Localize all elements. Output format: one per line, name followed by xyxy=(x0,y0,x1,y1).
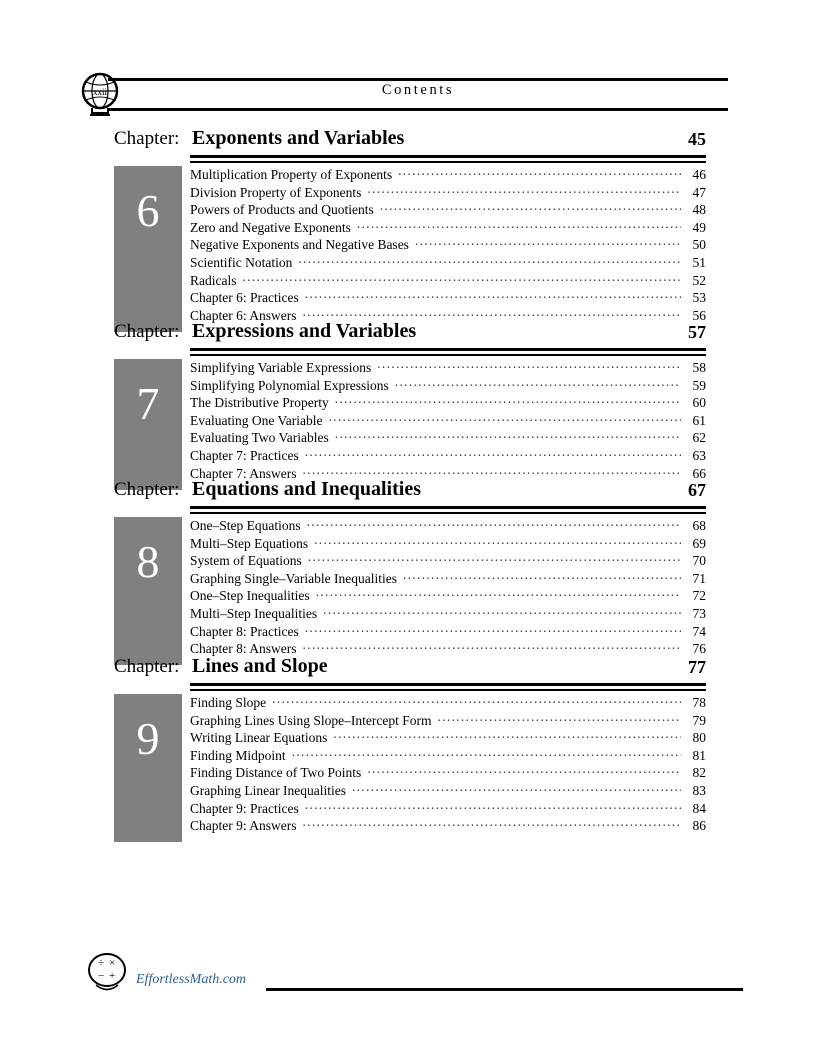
toc-entry-label: Multiplication Property of Exponents xyxy=(190,167,393,182)
toc-entry-page: 70 xyxy=(692,553,706,569)
chapter-number-badge xyxy=(114,359,182,490)
toc-entry-page: 63 xyxy=(692,447,706,463)
toc-entry[interactable] xyxy=(190,782,706,800)
chapter-start-page: 57 xyxy=(688,322,706,342)
toc-entry-label: Graphing Linear Inequalities xyxy=(190,782,346,798)
toc-entry-page: 66 xyxy=(692,465,706,481)
toc-leader-dots xyxy=(302,307,681,320)
toc-entry[interactable] xyxy=(190,800,706,818)
toc-entry-label: Chapter 9: Answers xyxy=(190,818,297,834)
toc-entry[interactable] xyxy=(190,729,706,747)
toc-leader-dots xyxy=(305,289,681,302)
chapter-heading xyxy=(114,479,706,509)
toc-entry-page: 83 xyxy=(692,782,706,798)
toc-entry-page: 59 xyxy=(692,377,706,393)
chapter-block-6 xyxy=(114,128,706,332)
toc-entry-label: Powers of Products and Quotients xyxy=(190,202,374,218)
toc-entry-page: 51 xyxy=(692,254,706,270)
toc-leader-dots xyxy=(367,764,681,777)
chapter-rule-thick xyxy=(190,155,706,158)
svg-text:×: × xyxy=(109,957,116,969)
toc-entry[interactable] xyxy=(190,429,706,447)
toc-leader-dots xyxy=(302,640,681,653)
toc-list xyxy=(190,359,706,482)
math-operations-logo-icon xyxy=(84,948,130,998)
toc-entry-label: Zero and Negative Exponents xyxy=(190,219,351,235)
chapter-start-page: 45 xyxy=(688,129,706,149)
chapter-heading xyxy=(114,656,706,686)
toc-leader-dots xyxy=(305,447,681,460)
toc-entry[interactable] xyxy=(190,817,706,835)
toc-entry-page: 81 xyxy=(692,747,706,763)
toc-entry-page: 73 xyxy=(692,605,706,621)
toc-leader-dots xyxy=(328,412,681,425)
chapter-heading xyxy=(114,128,706,158)
chapter-rule-thick xyxy=(190,348,706,351)
toc-entry-label: Chapter 8: Answers xyxy=(190,641,297,657)
toc-leader-dots xyxy=(305,800,681,813)
toc-entry-page: 61 xyxy=(692,412,706,428)
toc-entry-label: Evaluating Two Variables xyxy=(190,430,329,446)
toc-entry-page: 84 xyxy=(692,800,706,816)
toc-entry-page: 71 xyxy=(692,570,706,586)
toc-entry-label: Chapter 9: Practices xyxy=(190,800,299,816)
toc-entry-page: 78 xyxy=(692,695,706,710)
toc-entry-page: 72 xyxy=(692,588,706,604)
header-title: Contents xyxy=(381,82,455,98)
chapter-heading xyxy=(114,321,706,351)
toc-entry[interactable] xyxy=(190,394,706,412)
toc-entry[interactable] xyxy=(190,359,706,377)
toc-entry-page: 79 xyxy=(692,712,706,728)
svg-text:−: − xyxy=(98,970,105,982)
toc-entry-page: 46 xyxy=(692,167,706,182)
chapter-title[interactable]: Exponents and Variables xyxy=(192,127,405,149)
toc-list xyxy=(190,694,706,835)
toc-entry-label: Simplifying Variable Expressions xyxy=(190,360,372,375)
toc-leader-dots xyxy=(352,782,681,795)
toc-entry-page: 60 xyxy=(692,395,706,411)
chapter-block-7 xyxy=(114,321,706,490)
chapter-word: Chapter: xyxy=(114,479,180,500)
footer-rule xyxy=(266,988,743,991)
toc-entry[interactable] xyxy=(190,605,706,623)
toc-entry[interactable] xyxy=(190,623,706,641)
toc-entry-page: 68 xyxy=(692,518,706,533)
toc-entry-label: Graphing Single–Variable Inequalities xyxy=(190,570,397,586)
chapter-body xyxy=(114,517,706,665)
chapter-start-page: 77 xyxy=(688,657,706,677)
chapter-title[interactable]: Expressions and Variables xyxy=(192,320,417,342)
chapter-body xyxy=(114,359,706,490)
chapter-word: Chapter: xyxy=(114,656,180,677)
toc-entry-label: Chapter 7: Practices xyxy=(190,447,299,463)
toc-entry[interactable] xyxy=(190,377,706,395)
toc-entry-label: Graphing Lines Using Slope–Intercept Form xyxy=(190,712,432,728)
chapter-number-badge xyxy=(114,166,182,332)
toc-entry-page: 86 xyxy=(692,818,706,834)
toc-entry-label: Finding Midpoint xyxy=(190,747,286,763)
chapter-block-9 xyxy=(114,656,706,842)
toc-leader-dots xyxy=(243,272,682,285)
toc-entry-label: Simplifying Polynomial Expressions xyxy=(190,377,389,393)
toc-leader-dots xyxy=(395,377,681,390)
chapter-number: 7 xyxy=(136,378,160,429)
toc-entry-label: Chapter 6: Practices xyxy=(190,290,299,306)
svg-text:+: + xyxy=(109,970,116,982)
toc-entry-label: Writing Linear Equations xyxy=(190,730,328,746)
toc-list xyxy=(190,517,706,658)
toc-entry-label: Multi–Step Equations xyxy=(190,535,309,551)
toc-entry[interactable] xyxy=(190,535,706,553)
toc-entry-label: System of Equations xyxy=(190,553,302,569)
toc-entry[interactable] xyxy=(190,236,706,254)
page-number-marker: xxii xyxy=(92,87,108,97)
toc-entry[interactable] xyxy=(190,166,706,184)
toc-leader-dots xyxy=(302,465,681,478)
toc-entry[interactable] xyxy=(190,219,706,237)
toc-entry-label: Division Property of Exponents xyxy=(190,184,362,200)
toc-entry[interactable] xyxy=(190,587,706,605)
toc-entry[interactable] xyxy=(190,254,706,272)
page-footer xyxy=(78,948,743,1004)
toc-entry-label: Multi–Step Inequalities xyxy=(190,605,318,621)
toc-leader-dots xyxy=(307,517,681,530)
toc-leader-dots xyxy=(437,712,681,725)
chapter-word: Chapter: xyxy=(114,128,180,149)
toc-entry-page: 62 xyxy=(692,430,706,446)
toc-leader-dots xyxy=(272,694,681,707)
toc-entry[interactable] xyxy=(190,570,706,588)
chapter-title[interactable]: Equations and Inequalities xyxy=(192,478,421,500)
toc-entry-label: Chapter 7: Answers xyxy=(190,465,297,481)
chapter-rule-thick xyxy=(190,506,706,509)
chapter-body xyxy=(114,694,706,842)
chapter-block-8 xyxy=(114,479,706,665)
toc-leader-dots xyxy=(308,552,681,565)
toc-entry-label: One–Step Equations xyxy=(190,518,301,533)
chapter-number: 8 xyxy=(136,536,160,587)
toc-entry-label: The Distributive Property xyxy=(190,395,329,411)
toc-entry[interactable] xyxy=(190,272,706,290)
toc-entry-label: Chapter 8: Practices xyxy=(190,623,299,639)
toc-leader-dots xyxy=(377,359,681,372)
toc-entry-page: 53 xyxy=(692,290,706,306)
chapter-number: 6 xyxy=(136,185,160,236)
toc-entry[interactable] xyxy=(190,289,706,307)
toc-leader-dots xyxy=(333,729,681,742)
chapter-number-badge xyxy=(114,517,182,665)
toc-entry[interactable] xyxy=(190,552,706,570)
toc-entry-page: 69 xyxy=(692,535,706,551)
toc-entry[interactable] xyxy=(190,184,706,202)
toc-entry-label: Evaluating One Variable xyxy=(190,412,323,428)
toc-entry[interactable] xyxy=(190,747,706,765)
chapter-rule-thin xyxy=(190,689,706,691)
toc-entry-label: Finding Slope xyxy=(190,695,267,710)
toc-leader-dots xyxy=(298,254,681,267)
toc-entry[interactable] xyxy=(190,412,706,430)
toc-leader-dots xyxy=(302,817,681,830)
toc-leader-dots xyxy=(380,201,681,214)
toc-leader-dots xyxy=(292,747,681,760)
chapter-number: 9 xyxy=(136,713,160,764)
svg-text:÷: ÷ xyxy=(98,957,105,969)
toc-leader-dots xyxy=(335,429,681,442)
toc-entry-page: 58 xyxy=(692,360,706,375)
toc-entry-page: 50 xyxy=(692,237,706,253)
toc-leader-dots xyxy=(398,166,681,179)
toc-entry-label: Radicals xyxy=(190,272,237,288)
toc-entry-page: 56 xyxy=(692,307,706,323)
chapter-title[interactable]: Lines and Slope xyxy=(192,655,328,677)
chapter-rule-thin xyxy=(190,512,706,514)
page-header xyxy=(78,70,728,118)
toc-entry[interactable] xyxy=(190,517,706,535)
toc-entry-label: Scientific Notation xyxy=(190,254,293,270)
header-rule-bottom xyxy=(108,108,728,111)
chapter-rule-thick xyxy=(190,683,706,686)
toc-leader-dots xyxy=(335,394,681,407)
toc-leader-dots xyxy=(357,219,681,232)
toc-entry[interactable] xyxy=(190,694,706,712)
chapter-rule-thin xyxy=(190,161,706,163)
toc-leader-dots xyxy=(367,184,681,197)
toc-entry-label: Finding Distance of Two Points xyxy=(190,765,362,781)
toc-leader-dots xyxy=(316,587,681,600)
toc-entry-page: 52 xyxy=(692,272,706,288)
toc-entry-page: 74 xyxy=(692,623,706,639)
chapter-start-page: 67 xyxy=(688,480,706,500)
toc-entry[interactable] xyxy=(190,201,706,219)
toc-leader-dots xyxy=(415,236,681,249)
toc-entry-page: 49 xyxy=(692,219,706,235)
chapter-rule-thin xyxy=(190,354,706,356)
header-rule-top xyxy=(108,78,728,81)
toc-entry-label: One–Step Inequalities xyxy=(190,588,310,604)
toc-leader-dots xyxy=(403,570,681,583)
toc-entry-label: Chapter 6: Answers xyxy=(190,307,297,323)
toc-entry-page: 48 xyxy=(692,202,706,218)
toc-entry[interactable] xyxy=(190,712,706,730)
toc-leader-dots xyxy=(323,605,681,618)
toc-entry[interactable] xyxy=(190,447,706,465)
toc-entry[interactable] xyxy=(190,764,706,782)
chapter-word: Chapter: xyxy=(114,321,180,342)
chapter-number-badge xyxy=(114,694,182,842)
toc-entry-label: Negative Exponents and Negative Bases xyxy=(190,237,409,253)
toc-entry-page: 76 xyxy=(692,641,706,657)
toc-leader-dots xyxy=(305,623,681,636)
toc-entry-page: 80 xyxy=(692,730,706,746)
toc-list xyxy=(190,166,706,324)
toc-leader-dots xyxy=(314,535,681,548)
chapter-body xyxy=(114,166,706,332)
toc-entry-page: 82 xyxy=(692,765,706,781)
toc-entry-page: 47 xyxy=(692,184,706,200)
footer-brand[interactable]: EffortlessMath.com xyxy=(136,972,247,987)
